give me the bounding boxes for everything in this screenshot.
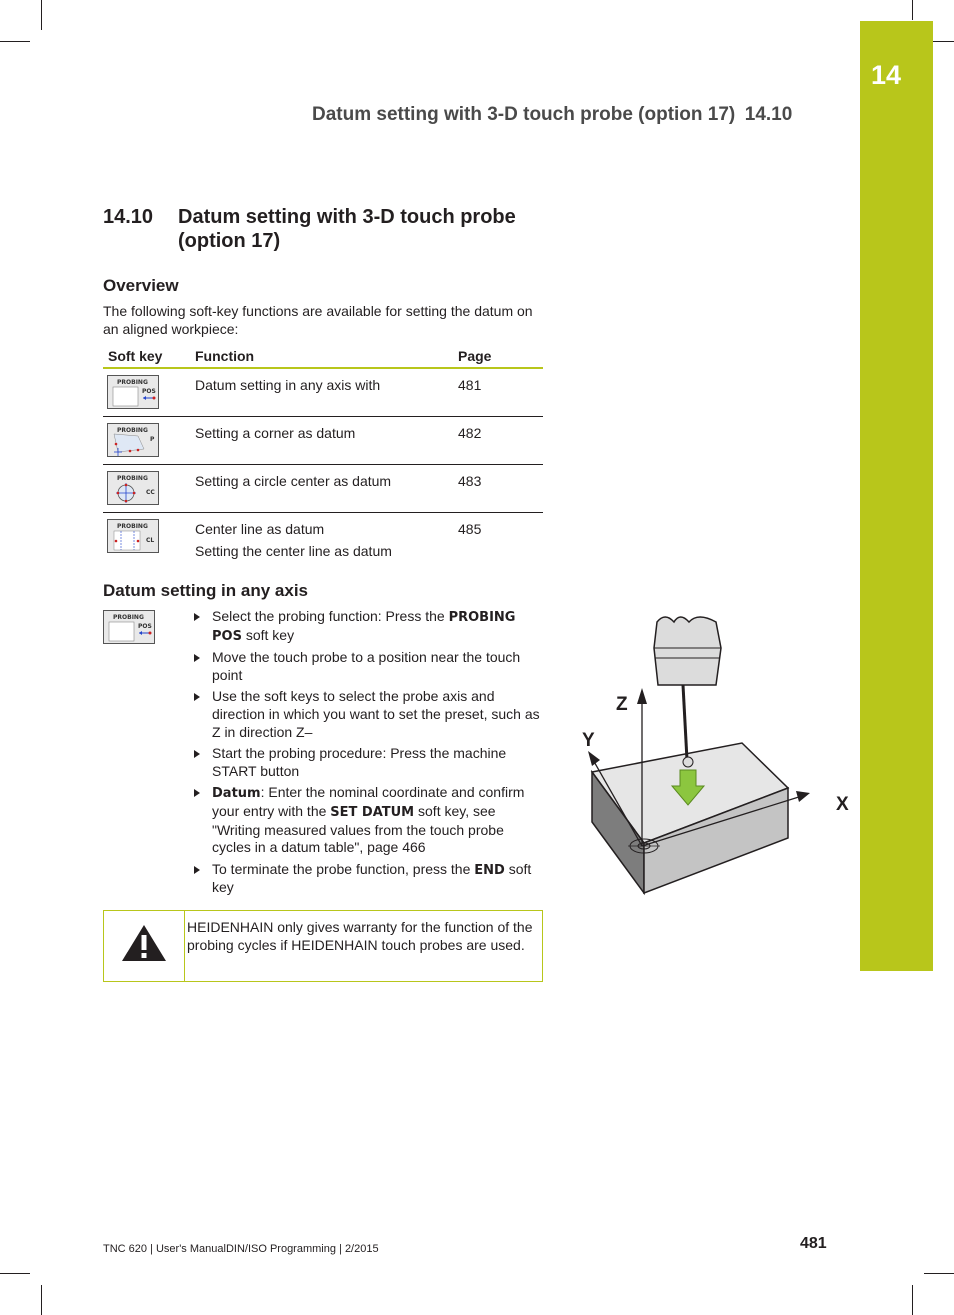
col-header-softkey: Soft key xyxy=(103,344,195,368)
keyword: Datum xyxy=(212,786,261,802)
probing-cl-softkey[interactable] xyxy=(107,519,159,553)
list-item: Start the probing procedure: Press the machine START button xyxy=(194,745,544,780)
function-cell xyxy=(195,513,458,561)
function-line: Center line as datum xyxy=(195,521,325,537)
crop-mark xyxy=(924,1273,954,1274)
col-header-page: Page xyxy=(458,344,543,368)
table-row xyxy=(103,513,543,561)
footer-text: TNC 620 | User's ManualDIN/ISO Programming | 2/2015 xyxy=(103,1243,379,1255)
page-cell: 482 xyxy=(458,417,543,465)
crop-mark xyxy=(0,41,30,42)
svg-text:P: P xyxy=(150,436,155,443)
softkey-table xyxy=(103,344,543,560)
softkey-cell xyxy=(103,368,195,417)
softkey-cell xyxy=(103,465,195,513)
keyword: PROBING POS xyxy=(212,610,516,644)
svg-text:PROBING: PROBING xyxy=(117,427,148,434)
crop-mark xyxy=(41,0,42,30)
warning-text: HEIDENHAIN only gives warranty for the function of the probing cycles if HEIDENHAIN touch probes are used. xyxy=(187,919,533,953)
page-number: 481 xyxy=(800,1235,827,1252)
warning-triangle-icon xyxy=(120,923,168,968)
crop-mark xyxy=(0,1273,30,1274)
x-axis-label: X xyxy=(836,794,849,815)
softkey-cell xyxy=(103,513,195,561)
overview-intro: The following soft-key functions are available for setting the datum on an aligned workpiece: xyxy=(103,303,533,337)
page-cell: 483 xyxy=(458,465,543,513)
function-line: Setting the center line as datum xyxy=(195,543,392,559)
running-head: Datum setting with 3-D touch probe (option 17) 14.10 xyxy=(312,104,793,125)
table-header-row xyxy=(103,344,543,368)
function-cell: Datum setting in any axis with xyxy=(195,368,458,417)
svg-text:PROBING: PROBING xyxy=(117,475,148,482)
table-row xyxy=(103,465,543,513)
probing-pos-softkey[interactable] xyxy=(107,375,159,409)
svg-text:CC: CC xyxy=(146,489,155,496)
col-header-function: Function xyxy=(195,344,458,368)
z-axis-label: Z xyxy=(616,694,628,715)
svg-text:POS: POS xyxy=(142,388,156,395)
list-item: Datum: Enter the nominal coordinate and confirm your entry with the SET DATUM soft key, see "Writing measured values from the touch probe cycles in a datum table", page 466 xyxy=(194,784,544,856)
table-row xyxy=(103,417,543,465)
chapter-tab xyxy=(860,21,933,971)
crop-mark xyxy=(912,1285,913,1315)
softkey-cell xyxy=(103,417,195,465)
probing-p-softkey[interactable] xyxy=(107,423,159,457)
list-item: Use the soft keys to select the probe axis and direction in which you want to set the preset, such as Z in direction Z– xyxy=(194,688,544,741)
chapter-number: 14 xyxy=(871,60,902,90)
crop-mark xyxy=(912,0,913,20)
page-cell: 485 xyxy=(458,521,482,537)
page-cell: 481 xyxy=(458,368,543,417)
crop-mark xyxy=(41,1285,42,1315)
section-number: 14.10 xyxy=(103,206,154,228)
list-item: To terminate the probe function, press the END soft key xyxy=(194,861,544,897)
function-cell: Setting a circle center as datum xyxy=(195,465,458,513)
warning-divider xyxy=(184,911,185,981)
table-row xyxy=(103,368,543,417)
probing-cc-softkey[interactable] xyxy=(107,471,159,505)
section-title-text: Datum setting with 3-D touch probe (option 17) xyxy=(178,206,516,252)
probing-pos-softkey[interactable] xyxy=(103,610,155,644)
svg-text:PROBING: PROBING xyxy=(117,379,148,386)
y-axis-label: Y xyxy=(582,730,595,751)
list-item: Select the probing function: Press the PROBING POS soft key xyxy=(194,608,544,645)
warning-box xyxy=(103,910,543,982)
step-list xyxy=(194,608,544,901)
svg-text:PROBING: PROBING xyxy=(117,523,148,530)
datum-any-axis-heading: Datum setting in any axis xyxy=(103,581,308,600)
keyword: SET DATUM xyxy=(330,804,415,820)
svg-text:PROBING: PROBING xyxy=(113,614,144,621)
function-cell: Setting a corner as datum xyxy=(195,417,458,465)
svg-text:POS: POS xyxy=(138,623,152,630)
touch-probe-illustration xyxy=(570,600,850,905)
list-item: Move the touch probe to a position near the touch point xyxy=(194,649,544,684)
keyword: END xyxy=(474,862,505,878)
svg-text:CL: CL xyxy=(146,537,155,544)
overview-heading: Overview xyxy=(103,276,179,295)
